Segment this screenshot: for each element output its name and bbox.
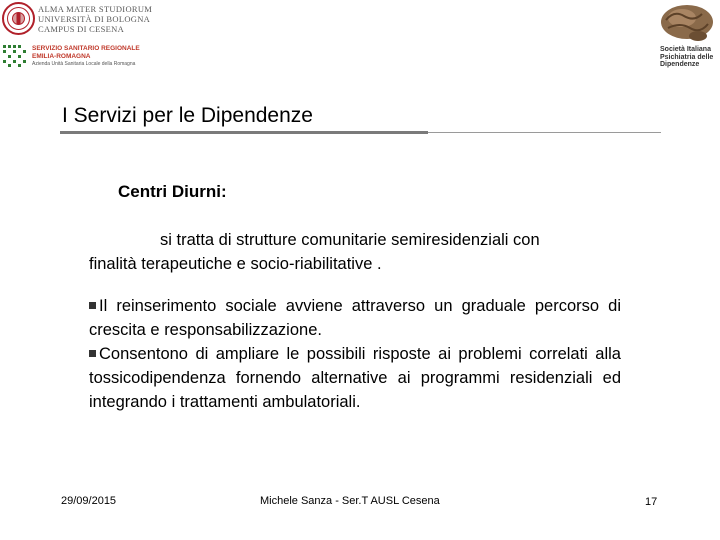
unibo-logo	[0, 0, 153, 40]
list-item	[89, 342, 621, 414]
society-line1: Società Italiana	[660, 46, 711, 53]
unibo-line1: ALMA MATER STUDIORUM	[38, 4, 153, 14]
footer-date: 29/09/2015	[61, 495, 117, 507]
bullet-text: Consentono di ampliare le possibili risposte ai problemi correlati alla tossicodipendenza fornendo alternative ai programmi residenziali ed integrando i trattamenti ambulatoriali.	[89, 345, 621, 411]
title-underline	[60, 131, 428, 134]
title-underline-extension	[428, 132, 661, 133]
brain-icon	[658, 2, 716, 44]
intro-line-2: finalità terapeutiche e socio-riabilitative .	[89, 255, 382, 273]
bullet-text: Il reinserimento sociale avviene attraverso un graduale percorso di crescita e responsabilizzazione.	[89, 297, 621, 339]
square-bullet-icon	[89, 302, 96, 309]
square-bullet-icon	[89, 350, 96, 357]
rer-line3: Azienda Unità Sanitaria Locale della Romagna	[32, 61, 136, 67]
page-number: 17	[645, 496, 658, 508]
society-logo	[652, 0, 720, 72]
society-line2: Psichiatria delle	[660, 53, 714, 61]
section-subheading: Centri Diurni:	[118, 182, 227, 201]
dot-grid-icon	[2, 44, 28, 68]
university-seal-icon	[2, 2, 35, 35]
regional-health-logo	[0, 42, 140, 70]
footer-author: Michele Sanza - Ser.T AUSL Cesena	[260, 495, 440, 507]
rer-line2: EMILIA-ROMAGNA	[32, 53, 91, 60]
rer-line1: SERVIZIO SANITARIO REGIONALE	[32, 45, 140, 52]
unibo-line3: CAMPUS DI CESENA	[38, 24, 125, 34]
list-item	[89, 294, 621, 342]
slide-title: I Servizi per le Dipendenze	[62, 104, 313, 127]
intro-paragraph	[89, 228, 621, 276]
society-line3: Dipendenze	[660, 61, 700, 68]
unibo-line2: UNIVERSITÀ DI BOLOGNA	[38, 14, 151, 24]
bullet-list	[89, 294, 621, 414]
intro-line-1: si tratta di strutture comunitarie semiresidenziali con	[160, 231, 540, 249]
